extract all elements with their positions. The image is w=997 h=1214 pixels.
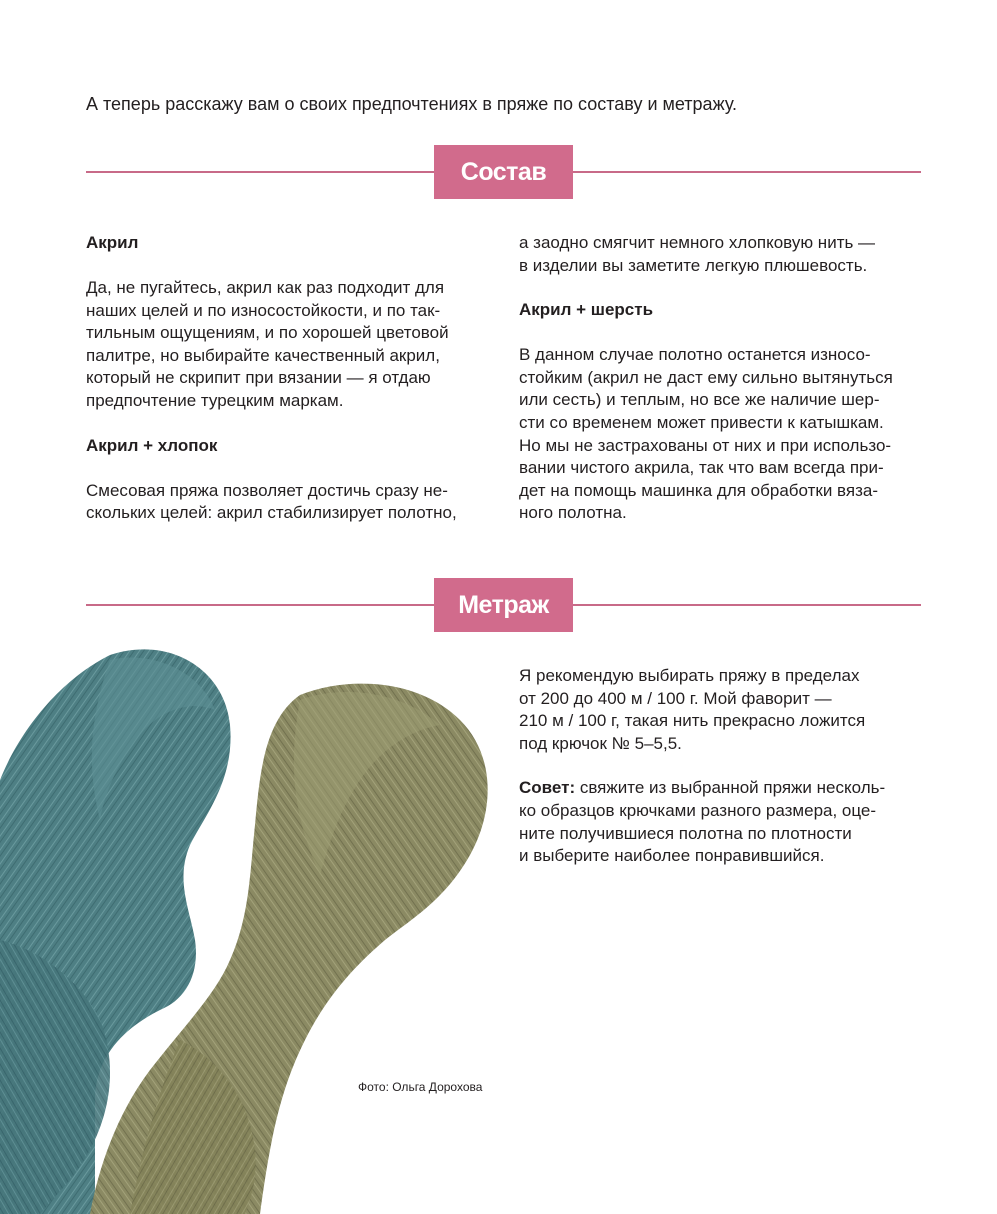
paragraph-acrylic-cotton: Смесовая пряжа позволяет достичь сразу не- скольких целей: акрил стабилизирует полотно,	[86, 480, 457, 523]
heading-acrylic-wool: Акрил + шерсть	[519, 300, 654, 320]
section-title-composition: Состав	[434, 145, 573, 199]
heading-acrylic: Акрил	[86, 233, 139, 252]
tip-label: Совет:	[519, 778, 576, 798]
length-column	[519, 665, 929, 868]
section-header-length	[86, 578, 921, 632]
paragraph-cotton-continued: а заодно смягчит немного хлопковую нить — в изделии вы заметите легкую плюшевость.	[519, 233, 876, 275]
paragraph-tip: Совет: свяжите из выбранной пряжи несколь- ко образцов крючками разного размера, оце- ните получившиеся полотна по плотности и выберите наиболее понравившийся.	[519, 778, 886, 866]
section-header-composition	[86, 145, 921, 199]
section-title-length: Метраж	[434, 578, 573, 632]
paragraph-acrylic-wool: В данном случае полотно останется износо- стойким (акрил не даст ему сильно вытянуться или сесть) и теплым, но все же наличие шер- сти со временем может привести к катышкам. Но мы не застрахованы от них и при использо- вании чистого акрила, так что вам всегда при- дет на помощь машинка для обработки вяза- ного полотна.	[519, 345, 893, 523]
composition-right-column	[519, 232, 929, 525]
heading-acrylic-cotton: Акрил + хлопок	[86, 435, 218, 455]
paragraph-length: Я рекомендую выбирать пряжу в пределах от 200 до 400 м / 100 г. Мой фаворит — 210 м / 100 г, такая нить прекрасно ложится под крючок № 5–5,5.	[519, 666, 866, 753]
photo-credit: Фото: Ольга Дорохова	[358, 1080, 483, 1094]
intro-text: А теперь расскажу вам о своих предпочтениях в пряже по составу и метражу.	[86, 94, 738, 114]
composition-left-column	[86, 232, 486, 525]
yarn-photo	[0, 640, 500, 1214]
paragraph-acrylic: Да, не пугайтесь, акрил как раз подходит для наших целей и по износостойкости, и по так- тильным ощущениям, и по хорошей цветовой палитре, но выбирайте качественный акрил, который не скрипит при вязании — я отдаю предпочтение турецким маркам.	[86, 278, 449, 410]
